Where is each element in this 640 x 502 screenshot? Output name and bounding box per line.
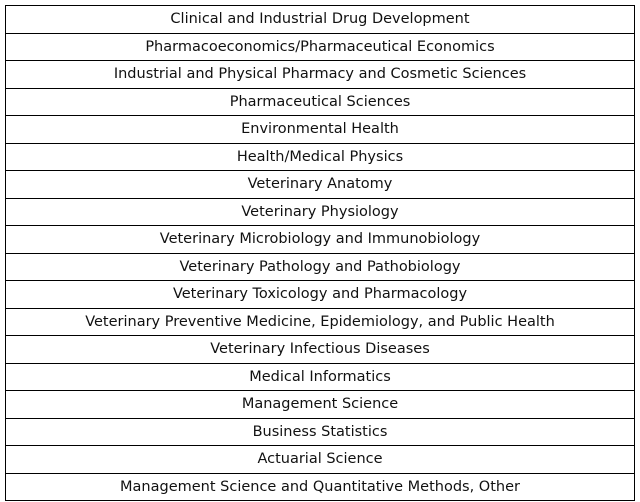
- table-cell: Management Science: [6, 391, 635, 419]
- table-cell: Veterinary Physiology: [6, 198, 635, 226]
- table-cell: Environmental Health: [6, 116, 635, 144]
- table-row: [6, 253, 635, 281]
- table-row: [6, 446, 635, 474]
- table-row: [6, 363, 635, 391]
- table-row: [6, 171, 635, 199]
- table-row: [6, 473, 635, 501]
- table-cell: Management Science and Quantitative Methods, Other: [6, 473, 635, 501]
- table-cell: Veterinary Microbiology and Immunobiology: [6, 226, 635, 254]
- program-list-body: [6, 6, 635, 501]
- table-row: [6, 198, 635, 226]
- table-row: [6, 391, 635, 419]
- table-row: [6, 33, 635, 61]
- table-row: [6, 281, 635, 309]
- table-cell: Veterinary Infectious Diseases: [6, 336, 635, 364]
- table-row: [6, 6, 635, 34]
- table-cell: Veterinary Toxicology and Pharmacology: [6, 281, 635, 309]
- table-cell: Medical Informatics: [6, 363, 635, 391]
- table-cell: Veterinary Anatomy: [6, 171, 635, 199]
- table-row: [6, 116, 635, 144]
- table-cell: Veterinary Preventive Medicine, Epidemiology, and Public Health: [6, 308, 635, 336]
- table-row: [6, 226, 635, 254]
- table-cell: Clinical and Industrial Drug Development: [6, 6, 635, 34]
- table-cell: Health/Medical Physics: [6, 143, 635, 171]
- table-row: [6, 61, 635, 89]
- table-cell: Pharmaceutical Sciences: [6, 88, 635, 116]
- program-list-table-container: [5, 5, 635, 501]
- table-cell: Pharmacoeconomics/Pharmaceutical Economics: [6, 33, 635, 61]
- program-list-table: [5, 5, 635, 501]
- table-row: [6, 418, 635, 446]
- table-cell: Veterinary Pathology and Pathobiology: [6, 253, 635, 281]
- table-row: [6, 336, 635, 364]
- table-row: [6, 308, 635, 336]
- table-row: [6, 143, 635, 171]
- table-cell: Industrial and Physical Pharmacy and Cosmetic Sciences: [6, 61, 635, 89]
- table-cell: Business Statistics: [6, 418, 635, 446]
- table-cell: Actuarial Science: [6, 446, 635, 474]
- table-row: [6, 88, 635, 116]
